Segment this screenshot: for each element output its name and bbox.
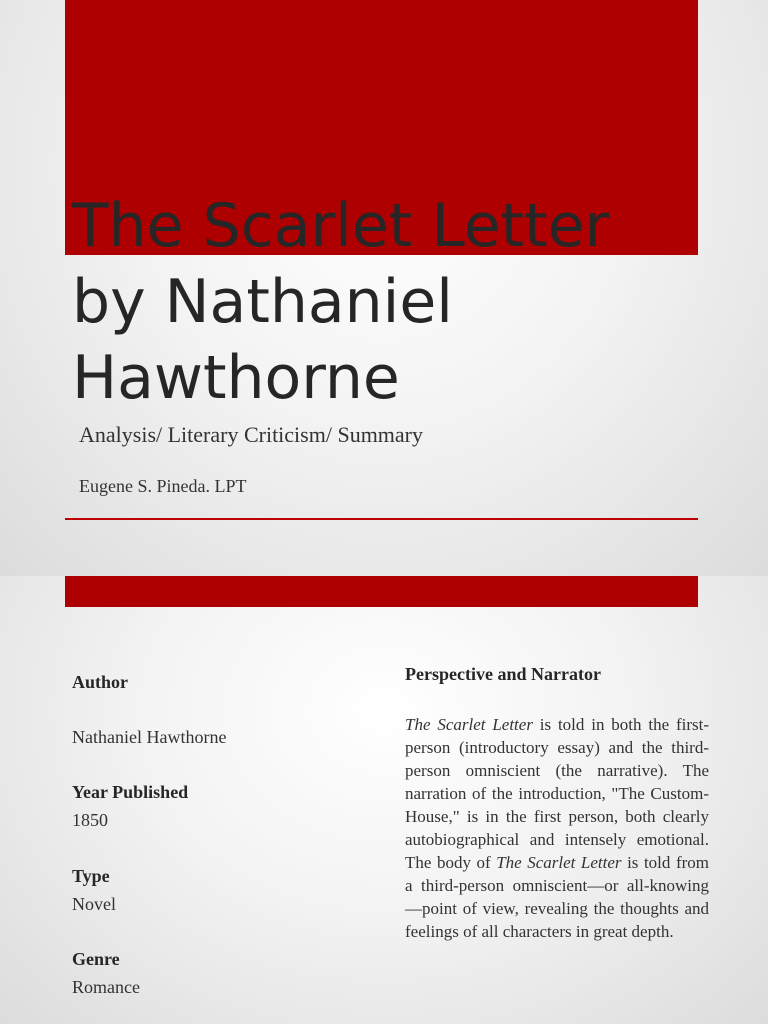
book-title-italic: The Scarlet Letter (496, 853, 622, 872)
genre-label: Genre (72, 949, 120, 969)
slide-subtitle: Analysis/ Literary Criticism/ Summary (79, 422, 424, 447)
author-value: Nathaniel Hawthorne (72, 727, 227, 747)
year-value: 1850 (72, 810, 108, 830)
presenter-name: Eugene S. Pineda. LPT (79, 476, 247, 496)
genre-value: Romance (72, 977, 140, 997)
type-label: Type (72, 866, 110, 886)
perspective-column (405, 664, 709, 943)
perspective-text-1: is told in both the first-person (introductory essay) and the third-person omniscient (the narrative). The narration of the introduction, "The Custom-House," is in the first person, both clearly autobiographical and intensely emotional. The body of (405, 715, 709, 872)
divider-line (65, 518, 698, 520)
title-line-1: The Scarlet Letter (72, 191, 610, 261)
author-label: Author (72, 672, 129, 692)
slide-title (72, 188, 609, 416)
red-header-block (65, 576, 698, 607)
perspective-heading: Perspective and Narrator (405, 664, 601, 684)
type-value: Novel (72, 894, 116, 914)
title-line-3: Hawthorne (72, 343, 400, 413)
perspective-body (405, 713, 709, 943)
book-title-italic: The Scarlet Letter (405, 715, 533, 734)
title-line-2: by Nathaniel (72, 267, 453, 337)
perspective-text-2: is told from a third-person omniscient—or all-knowing—point of view, revealing the thoughts and feelings of all characters in great depth. (405, 853, 709, 941)
year-label: Year Published (72, 782, 189, 802)
info-slide (0, 576, 768, 1024)
